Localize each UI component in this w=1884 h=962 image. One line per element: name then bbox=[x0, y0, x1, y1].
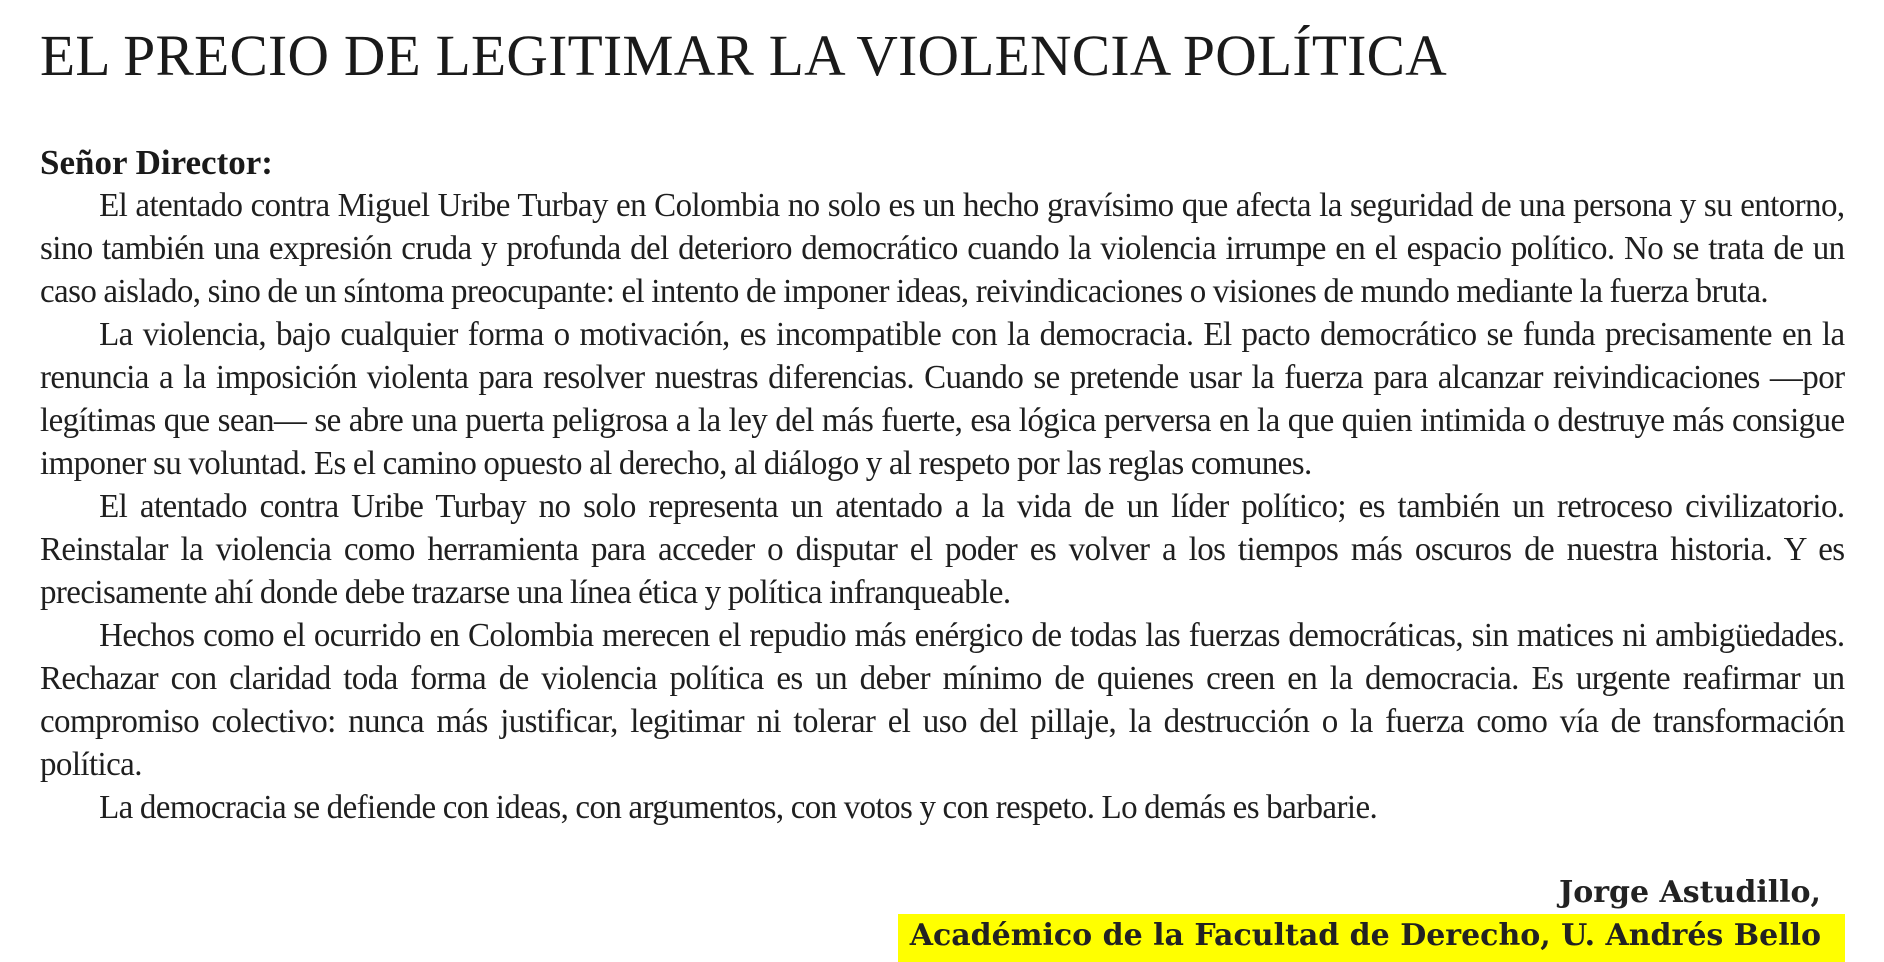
paragraph-4: Hechos como el ocurrido en Colombia merecen el repudio más enérgico de todas las fuerzas democráticas, sin matices ni ambigüedades. Rechazar con claridad toda forma de violencia política es un deber mínimo de quienes creen en la democracia. Es urgente reafirmar un compromiso colectivo: nunca más justificar, legitimar ni tolerar el uso del pillaje, la destrucción o la fuerza como vía de transformación política. bbox=[40, 617, 1845, 783]
author-affiliation: Académico de la Facultad de Derecho, U. Andrés Bello bbox=[898, 914, 1845, 962]
letter-body bbox=[40, 184, 1845, 829]
letter-page bbox=[40, 18, 1845, 953]
signature-block bbox=[898, 872, 1845, 962]
paragraph-5: La democracia se defiende con ideas, con argumentos, con votos y con respeto. Lo demás es barbarie. bbox=[99, 789, 1378, 826]
paragraph-2: La violencia, bajo cualquier forma o motivación, es incompatible con la democracia. El pacto democrático se funda precisamente en la renuncia a la imposición violenta para resolver nuestras diferencias. Cuando se pretende usar la fuerza para alcanzar reivindicaciones —por legítimas que sean— se abre una puerta peligrosa a la ley del más fuerte, esa lógica perversa en la que quien intimida o destruye más consigue imponer su voluntad. Es el camino opuesto al derecho, al diálogo y al respeto por las reglas comunes. bbox=[40, 316, 1845, 482]
author-name: Jorge Astudillo, bbox=[1559, 875, 1821, 910]
paragraph-1: El atentado contra Miguel Uribe Turbay en Colombia no solo es un hecho gravísimo que afecta la seguridad de una persona y su entorno, sino también una expresión cruda y profunda del deterioro democrático cuando la violencia irrumpe en el espacio político. No se trata de un caso aislado, sino de un síntoma preocupante: el intento de imponer ideas, reivindicaciones o visiones de mundo mediante la fuerza bruta. bbox=[40, 187, 1845, 310]
paragraph-3: El atentado contra Uribe Turbay no solo representa un atentado a la vida de un líder político; es también un retroceso civilizatorio. Reinstalar la violencia como herramienta para acceder o disputar el poder es volver a los tiempos más oscuros de nuestra historia. Y es precisamente ahí donde debe trazarse una línea ética y política infranqueable. bbox=[40, 488, 1845, 611]
salutation: Señor Director: bbox=[40, 143, 273, 182]
letter-title: EL PRECIO DE LEGITIMAR LA VIOLENCIA POLÍTICA bbox=[40, 23, 1447, 88]
